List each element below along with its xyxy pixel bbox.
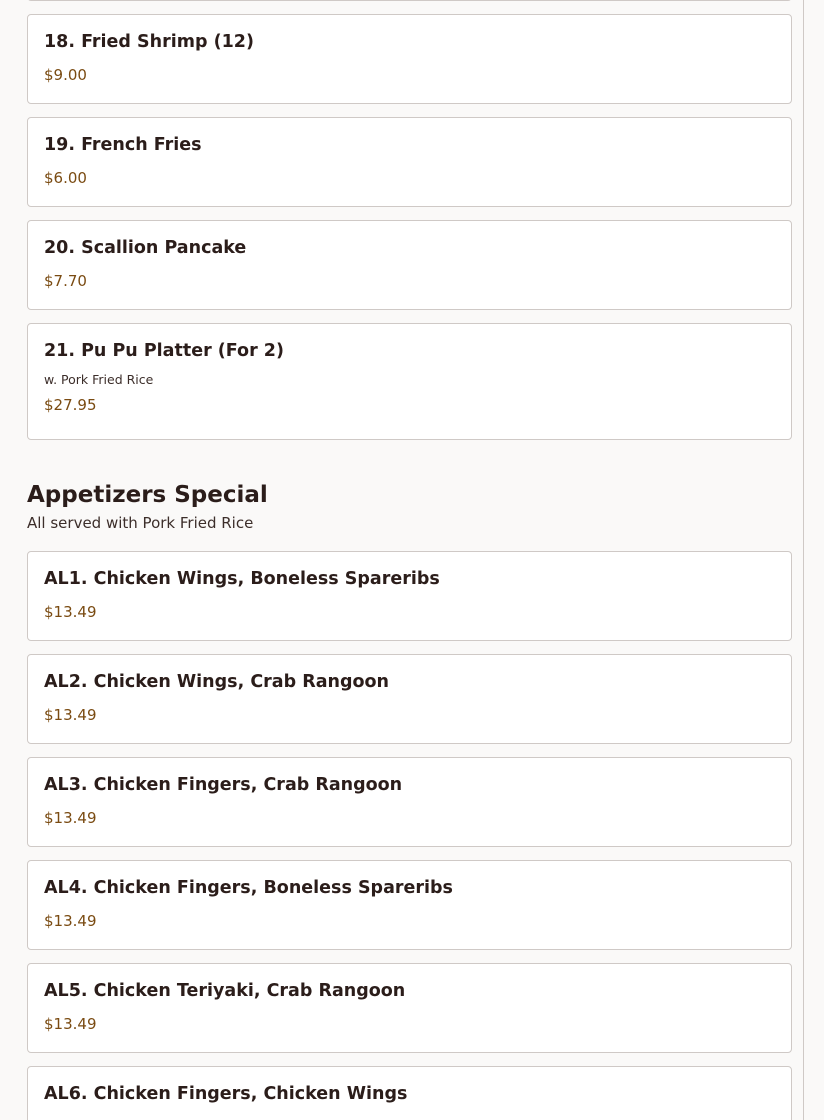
menu-item-name: 18. Fried Shrimp (12) — [44, 32, 254, 52]
menu-item-card[interactable] — [27, 860, 792, 950]
menu-item-card[interactable] — [27, 220, 792, 310]
menu-item-name: 21. Pu Pu Platter (For 2) — [44, 341, 284, 361]
menu-item-name: 20. Scallion Pancake — [44, 238, 247, 258]
menu-item-price: $13.49 — [44, 912, 97, 930]
menu-item-price: $27.95 — [44, 396, 97, 414]
menu-item-card[interactable] — [27, 0, 792, 1]
menu-item-card[interactable] — [27, 1066, 792, 1120]
menu-item-card[interactable] — [27, 117, 792, 207]
menu-item-description: w. Pork Fried Rice — [44, 372, 154, 387]
menu-item-price: $6.00 — [44, 169, 87, 187]
menu-item-name: AL3. Chicken Fingers, Crab Rangoon — [44, 775, 403, 795]
menu-item-card[interactable] — [27, 551, 792, 641]
menu-item-card[interactable] — [27, 963, 792, 1053]
appetizers-special-section — [27, 453, 792, 1120]
menu-item-price: $13.49 — [44, 809, 97, 827]
menu-item-price: $7.70 — [44, 272, 87, 290]
menu-column — [27, 0, 792, 1120]
menu-item-price: $13.49 — [44, 706, 97, 724]
section-subtitle: All served with Pork Fried Rice — [27, 514, 254, 532]
menu-item-name: AL1. Chicken Wings, Boneless Spareribs — [44, 569, 440, 589]
menu-item-card[interactable] — [27, 757, 792, 847]
section-title: Appetizers Special — [27, 482, 268, 508]
menu-item-name: AL5. Chicken Teriyaki, Crab Rangoon — [44, 981, 406, 1001]
menu-item-price: $9.00 — [44, 66, 87, 84]
menu-item-card[interactable] — [27, 654, 792, 744]
menu-item-name: AL6. Chicken Fingers, Chicken Wings — [44, 1084, 408, 1104]
menu-item-price: $13.49 — [44, 1015, 97, 1033]
menu-item-name: AL2. Chicken Wings, Crab Rangoon — [44, 672, 389, 692]
menu-item-name: 19. French Fries — [44, 135, 202, 155]
right-divider — [803, 0, 804, 1120]
menu-item-card[interactable] — [27, 14, 792, 104]
menu-item-price: $13.49 — [44, 603, 97, 621]
menu-item-name: AL4. Chicken Fingers, Boneless Spareribs — [44, 878, 453, 898]
menu-item-card[interactable] — [27, 323, 792, 440]
